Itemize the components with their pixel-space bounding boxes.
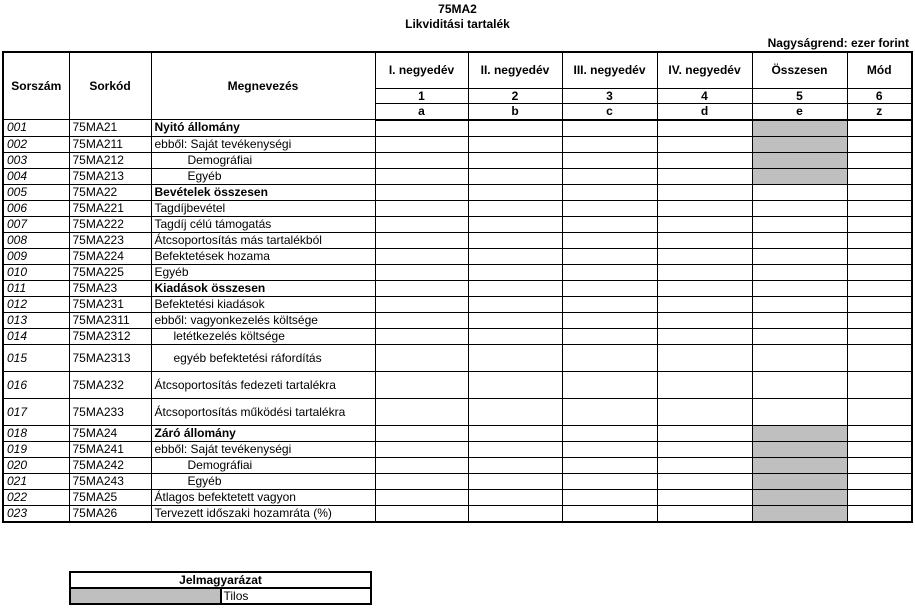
- cell-q3[interactable]: [562, 200, 657, 216]
- cell-q2[interactable]: [468, 441, 562, 457]
- header-letter-a: a: [375, 104, 468, 120]
- cell-q2[interactable]: [468, 344, 562, 371]
- cell-mod[interactable]: [847, 473, 912, 489]
- cell-q1[interactable]: [375, 296, 468, 312]
- legend: [69, 571, 372, 605]
- cell-mod[interactable]: [847, 344, 912, 371]
- cell-osszesen[interactable]: [752, 248, 847, 264]
- row-code: 75MA242: [69, 457, 151, 473]
- cell-mod[interactable]: [847, 200, 912, 216]
- row-code: 75MA233: [69, 398, 151, 425]
- cell-osszesen[interactable]: [752, 312, 847, 328]
- row-number: 006: [3, 200, 69, 216]
- row-code: 75MA224: [69, 248, 151, 264]
- form-title: Likviditási tartalék: [405, 17, 510, 31]
- cell-q2[interactable]: [468, 232, 562, 248]
- header-sorkod: Sorkód: [69, 52, 151, 120]
- header-num-4: 4: [657, 88, 752, 103]
- cell-q4[interactable]: [657, 425, 752, 441]
- row-number: 005: [3, 184, 69, 200]
- cell-osszesen[interactable]: [752, 184, 847, 200]
- cell-osszesen[interactable]: [752, 216, 847, 232]
- cell-q4[interactable]: [657, 473, 752, 489]
- cell-osszesen[interactable]: [752, 232, 847, 248]
- cell-q3[interactable]: [562, 136, 657, 152]
- cell-osszesen[interactable]: [752, 344, 847, 371]
- cell-q2[interactable]: [468, 168, 562, 184]
- cell-q4[interactable]: [657, 489, 752, 505]
- cell-q1[interactable]: [375, 457, 468, 473]
- row-code: 75MA225: [69, 264, 151, 280]
- cell-q4[interactable]: [657, 248, 752, 264]
- cell-q4[interactable]: [657, 232, 752, 248]
- cell-q3[interactable]: [562, 328, 657, 344]
- cell-osszesen[interactable]: [752, 473, 847, 489]
- cell-q3[interactable]: [562, 120, 657, 137]
- row-name: Tervezett időszaki hozamráta (%): [151, 505, 375, 522]
- cell-q3[interactable]: [562, 505, 657, 522]
- form-code: 75MA2: [438, 2, 477, 16]
- cell-q3[interactable]: [562, 344, 657, 371]
- cell-osszesen[interactable]: [752, 168, 847, 184]
- cell-q2[interactable]: [468, 489, 562, 505]
- header-letter-b: b: [468, 104, 562, 120]
- table-row: [3, 152, 912, 168]
- row-number: 008: [3, 232, 69, 248]
- row-code: 75MA221: [69, 200, 151, 216]
- table-row: [3, 398, 912, 425]
- row-number: 003: [3, 152, 69, 168]
- cell-q1[interactable]: [375, 505, 468, 522]
- row-name: Demográfiai: [151, 152, 375, 168]
- row-number: 022: [3, 489, 69, 505]
- cell-q1[interactable]: [375, 200, 468, 216]
- cell-q4[interactable]: [657, 184, 752, 200]
- header-q3: III. negyedév: [562, 52, 657, 88]
- header-letter-e: e: [752, 104, 847, 120]
- cell-q2[interactable]: [468, 371, 562, 398]
- cell-osszesen[interactable]: [752, 328, 847, 344]
- cell-q3[interactable]: [562, 473, 657, 489]
- table-row: [3, 473, 912, 489]
- cell-q4[interactable]: [657, 200, 752, 216]
- cell-q3[interactable]: [562, 216, 657, 232]
- row-name: Egyéb: [151, 264, 375, 280]
- legend-grey-swatch: [70, 588, 221, 604]
- row-name: Bevételek összesen: [151, 184, 375, 200]
- cell-q1[interactable]: [375, 344, 468, 371]
- cell-q4[interactable]: [657, 398, 752, 425]
- cell-mod[interactable]: [847, 232, 912, 248]
- cell-q4[interactable]: [657, 344, 752, 371]
- cell-q1[interactable]: [375, 398, 468, 425]
- table-row: [3, 136, 912, 152]
- table-row: [3, 248, 912, 264]
- cell-q3[interactable]: [562, 248, 657, 264]
- row-number: 021: [3, 473, 69, 489]
- cell-q1[interactable]: [375, 136, 468, 152]
- row-number: 016: [3, 371, 69, 398]
- cell-q3[interactable]: [562, 184, 657, 200]
- row-name: Átcsoportosítás más tartalékból: [151, 232, 375, 248]
- cell-q1[interactable]: [375, 120, 468, 137]
- cell-q2[interactable]: [468, 328, 562, 344]
- cell-q1[interactable]: [375, 248, 468, 264]
- cell-q1[interactable]: [375, 489, 468, 505]
- cell-q1[interactable]: [375, 232, 468, 248]
- cell-mod[interactable]: [847, 457, 912, 473]
- header-q2: II. negyedév: [468, 52, 562, 88]
- row-name: Befektetési kiadások: [151, 296, 375, 312]
- cell-osszesen[interactable]: [752, 398, 847, 425]
- cell-q4[interactable]: [657, 136, 752, 152]
- row-number: 014: [3, 328, 69, 344]
- cell-q3[interactable]: [562, 457, 657, 473]
- row-code: 75MA231: [69, 296, 151, 312]
- row-number: 012: [3, 296, 69, 312]
- row-number: 007: [3, 216, 69, 232]
- cell-mod[interactable]: [847, 120, 912, 137]
- table-row: [3, 371, 912, 398]
- cell-q2[interactable]: [468, 398, 562, 425]
- cell-q1[interactable]: [375, 371, 468, 398]
- row-code: 75MA23: [69, 280, 151, 296]
- cell-q3[interactable]: [562, 152, 657, 168]
- row-name: ebből: vagyonkezelés költsége: [151, 312, 375, 328]
- cell-q2[interactable]: [468, 473, 562, 489]
- table-row: [3, 489, 912, 505]
- row-number: 017: [3, 398, 69, 425]
- header-q1: I. negyedév: [375, 52, 468, 88]
- cell-mod[interactable]: [847, 328, 912, 344]
- table-row: [3, 200, 912, 216]
- cell-mod[interactable]: [847, 264, 912, 280]
- cell-mod[interactable]: [847, 398, 912, 425]
- cell-mod[interactable]: [847, 296, 912, 312]
- row-name: Tagdíj célú támogatás: [151, 216, 375, 232]
- cell-osszesen[interactable]: [752, 371, 847, 398]
- cell-q4[interactable]: [657, 120, 752, 137]
- row-number: 019: [3, 441, 69, 457]
- cell-q1[interactable]: [375, 441, 468, 457]
- cell-q2[interactable]: [468, 312, 562, 328]
- legend-grey-label: Tilos: [221, 588, 372, 604]
- table-row: [3, 264, 912, 280]
- row-name: Egyéb: [151, 473, 375, 489]
- row-name: Kiadások összesen: [151, 280, 375, 296]
- row-code: 75MA2313: [69, 344, 151, 371]
- cell-q4[interactable]: [657, 371, 752, 398]
- row-number: 004: [3, 168, 69, 184]
- cell-q1[interactable]: [375, 184, 468, 200]
- cell-q4[interactable]: [657, 505, 752, 522]
- table-row: [3, 280, 912, 296]
- row-code: 75MA2312: [69, 328, 151, 344]
- table-row: [3, 216, 912, 232]
- row-number: 002: [3, 136, 69, 152]
- cell-osszesen[interactable]: [752, 505, 847, 522]
- cell-q3[interactable]: [562, 296, 657, 312]
- row-code: 75MA243: [69, 473, 151, 489]
- cell-q4[interactable]: [657, 296, 752, 312]
- cell-osszesen[interactable]: [752, 200, 847, 216]
- header-q4: IV. negyedév: [657, 52, 752, 88]
- cell-q2[interactable]: [468, 296, 562, 312]
- table-row: [3, 120, 912, 137]
- cell-mod[interactable]: [847, 489, 912, 505]
- cell-osszesen[interactable]: [752, 264, 847, 280]
- cell-mod[interactable]: [847, 216, 912, 232]
- table-row: [3, 168, 912, 184]
- cell-mod[interactable]: [847, 168, 912, 184]
- cell-q4[interactable]: [657, 152, 752, 168]
- cell-q2[interactable]: [468, 120, 562, 137]
- cell-q4[interactable]: [657, 264, 752, 280]
- cell-mod[interactable]: [847, 441, 912, 457]
- table-row: [3, 505, 912, 522]
- cell-q1[interactable]: [375, 152, 468, 168]
- row-code: 75MA25: [69, 489, 151, 505]
- cell-osszesen[interactable]: [752, 441, 847, 457]
- cell-q2[interactable]: [468, 248, 562, 264]
- cell-q3[interactable]: [562, 232, 657, 248]
- row-name: Záró állomány: [151, 425, 375, 441]
- cell-q3[interactable]: [562, 489, 657, 505]
- cell-q4[interactable]: [657, 441, 752, 457]
- row-number: 013: [3, 312, 69, 328]
- row-name: letétkezelés költsége: [151, 328, 375, 344]
- cell-q3[interactable]: [562, 264, 657, 280]
- table-row: [3, 312, 912, 328]
- cell-mod[interactable]: [847, 136, 912, 152]
- cell-osszesen[interactable]: [752, 120, 847, 137]
- cell-q2[interactable]: [468, 200, 562, 216]
- row-name: Befektetések hozama: [151, 248, 375, 264]
- cell-q2[interactable]: [468, 184, 562, 200]
- header-letter-d: d: [657, 104, 752, 120]
- cell-q1[interactable]: [375, 168, 468, 184]
- row-name: Nyitó állomány: [151, 120, 375, 137]
- row-name: Átcsoportosítás működési tartalékra: [151, 398, 375, 425]
- row-number: 001: [3, 120, 69, 137]
- header-sorszam: Sorszám: [3, 52, 69, 120]
- header-letter-c: c: [562, 104, 657, 120]
- row-number: 015: [3, 344, 69, 371]
- header-mod: Mód: [847, 52, 912, 88]
- row-code: 75MA24: [69, 425, 151, 441]
- cell-q2[interactable]: [468, 264, 562, 280]
- row-name: Átlagos befektetett vagyon: [151, 489, 375, 505]
- row-number: 009: [3, 248, 69, 264]
- cell-q2[interactable]: [468, 425, 562, 441]
- row-code: 75MA222: [69, 216, 151, 232]
- cell-q3[interactable]: [562, 441, 657, 457]
- cell-q4[interactable]: [657, 328, 752, 344]
- cell-osszesen[interactable]: [752, 152, 847, 168]
- cell-q3[interactable]: [562, 371, 657, 398]
- table-row: [3, 184, 912, 200]
- row-number: 010: [3, 264, 69, 280]
- row-name: ebből: Saját tevékenységi: [151, 136, 375, 152]
- row-code: 75MA232: [69, 371, 151, 398]
- cell-q2[interactable]: [468, 505, 562, 522]
- header-letter-z: z: [847, 104, 912, 120]
- cell-q1[interactable]: [375, 328, 468, 344]
- cell-q4[interactable]: [657, 457, 752, 473]
- cell-q4[interactable]: [657, 312, 752, 328]
- cell-q1[interactable]: [375, 216, 468, 232]
- cell-osszesen[interactable]: [752, 457, 847, 473]
- cell-mod[interactable]: [847, 280, 912, 296]
- row-name: Egyéb: [151, 168, 375, 184]
- cell-q4[interactable]: [657, 168, 752, 184]
- cell-mod[interactable]: [847, 371, 912, 398]
- cell-q3[interactable]: [562, 168, 657, 184]
- row-number: 020: [3, 457, 69, 473]
- row-code: 75MA223: [69, 232, 151, 248]
- cell-mod[interactable]: [847, 184, 912, 200]
- cell-q2[interactable]: [468, 280, 562, 296]
- cell-mod[interactable]: [847, 425, 912, 441]
- cell-q1[interactable]: [375, 425, 468, 441]
- row-number: 023: [3, 505, 69, 522]
- header-num-6: 6: [847, 88, 912, 103]
- cell-q1[interactable]: [375, 312, 468, 328]
- cell-q3[interactable]: [562, 312, 657, 328]
- row-code: 75MA211: [69, 136, 151, 152]
- cell-q2[interactable]: [468, 152, 562, 168]
- cell-mod[interactable]: [847, 312, 912, 328]
- header-num-1: 1: [375, 88, 468, 103]
- row-code: 75MA21: [69, 120, 151, 137]
- table-row: [3, 344, 912, 371]
- row-name: Demográfiai: [151, 457, 375, 473]
- cell-osszesen[interactable]: [752, 489, 847, 505]
- row-number: 018: [3, 425, 69, 441]
- unit-label: Nagyságrend: ezer forint: [767, 36, 909, 50]
- header-num-2: 2: [468, 88, 562, 103]
- table-row: [3, 457, 912, 473]
- cell-q1[interactable]: [375, 264, 468, 280]
- cell-q3[interactable]: [562, 398, 657, 425]
- cell-mod[interactable]: [847, 152, 912, 168]
- table-row: [3, 441, 912, 457]
- cell-mod[interactable]: [847, 505, 912, 522]
- row-name: Tagdíjbevétel: [151, 200, 375, 216]
- row-number: 011: [3, 280, 69, 296]
- cell-q3[interactable]: [562, 425, 657, 441]
- cell-q2[interactable]: [468, 136, 562, 152]
- cell-q3[interactable]: [562, 280, 657, 296]
- header-num-5: 5: [752, 88, 847, 103]
- cell-osszesen[interactable]: [752, 425, 847, 441]
- header-num-3: 3: [562, 88, 657, 103]
- liquidity-reserve-table: [2, 51, 913, 523]
- header-osszesen: Összesen: [752, 52, 847, 88]
- row-name: Átcsoportosítás fedezeti tartalékra: [151, 371, 375, 398]
- cell-q2[interactable]: [468, 216, 562, 232]
- table-row: [3, 425, 912, 441]
- cell-q4[interactable]: [657, 280, 752, 296]
- row-code: 75MA212: [69, 152, 151, 168]
- table-row: [3, 296, 912, 312]
- row-name: egyéb befektetési ráfordítás: [151, 344, 375, 371]
- row-code: 75MA26: [69, 505, 151, 522]
- cell-osszesen[interactable]: [752, 136, 847, 152]
- row-code: 75MA213: [69, 168, 151, 184]
- cell-osszesen[interactable]: [752, 296, 847, 312]
- row-code: 75MA2311: [69, 312, 151, 328]
- cell-mod[interactable]: [847, 248, 912, 264]
- legend-title: Jelmagyarázat: [70, 572, 371, 588]
- cell-osszesen[interactable]: [752, 280, 847, 296]
- row-name: ebből: Saját tevékenységi: [151, 441, 375, 457]
- cell-q2[interactable]: [468, 457, 562, 473]
- row-code: 75MA22: [69, 184, 151, 200]
- table-row: [3, 232, 912, 248]
- cell-q1[interactable]: [375, 280, 468, 296]
- cell-q4[interactable]: [657, 216, 752, 232]
- row-code: 75MA241: [69, 441, 151, 457]
- header-megnevezes: Megnevezés: [151, 52, 375, 120]
- cell-q1[interactable]: [375, 473, 468, 489]
- table-row: [3, 328, 912, 344]
